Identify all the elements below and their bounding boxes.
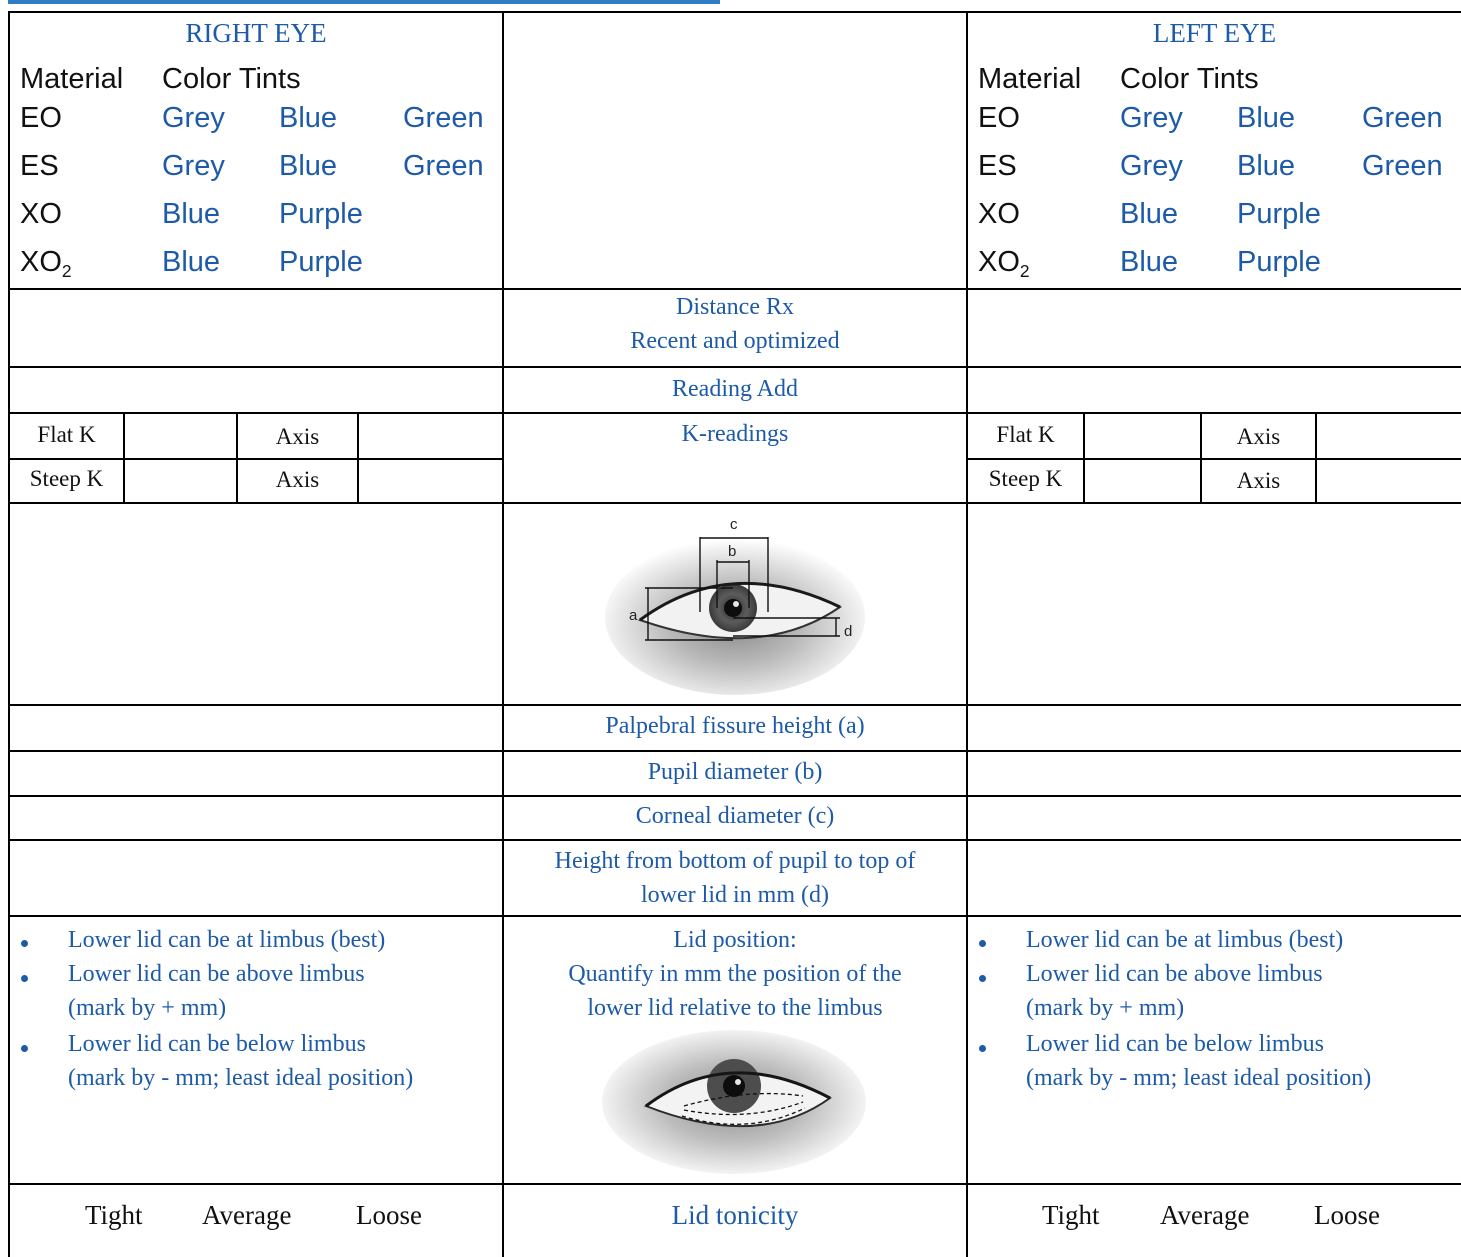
material-es: ES bbox=[20, 150, 59, 182]
material-eo: EO bbox=[978, 102, 1020, 134]
tint-blue-option[interactable]: Blue bbox=[279, 150, 338, 182]
palpebral-label: Palpebral fissure height (a) bbox=[605, 713, 865, 739]
tint-grey-option[interactable]: Grey bbox=[1120, 150, 1183, 182]
material-eo: EO bbox=[20, 102, 62, 134]
material-label: Material bbox=[978, 63, 1082, 95]
tint-blue-option[interactable]: Blue bbox=[162, 198, 221, 230]
lid-option-1: Lower lid can be at limbus (best) bbox=[1026, 927, 1344, 953]
tonicity-tight-option[interactable]: Tight bbox=[85, 1200, 143, 1230]
tonicity-loose-option[interactable]: Loose bbox=[356, 1200, 422, 1230]
tonicity-average-option[interactable]: Average bbox=[202, 1200, 292, 1230]
bullet-icon bbox=[979, 975, 986, 982]
color-tints-label: Color Tints bbox=[1120, 63, 1259, 95]
tint-green-option[interactable]: Green bbox=[1362, 102, 1443, 134]
corneal-label: Corneal diameter (c) bbox=[635, 803, 835, 829]
lid-option-3: Lower lid can be below limbus bbox=[68, 1031, 366, 1057]
tonicity-average-option[interactable]: Average bbox=[1160, 1200, 1250, 1230]
lid-option-3-note: (mark by - mm; least ideal position) bbox=[1026, 1065, 1372, 1091]
distance-rx-label: Distance Rx bbox=[676, 294, 794, 320]
reading-add-label: Reading Add bbox=[672, 376, 798, 402]
tonicity-tight-option[interactable]: Tight bbox=[1042, 1200, 1100, 1230]
tint-purple-option[interactable]: Purple bbox=[279, 198, 363, 230]
tint-grey-option[interactable]: Grey bbox=[162, 150, 225, 182]
lid-tonicity-label: Lid tonicity bbox=[671, 1200, 799, 1230]
bullet-icon bbox=[21, 1045, 28, 1052]
axis-label: Axis bbox=[275, 424, 320, 449]
tint-purple-option[interactable]: Purple bbox=[1237, 198, 1321, 230]
eye-measurement-diagram bbox=[600, 512, 870, 697]
diagram-label-b: b bbox=[728, 543, 737, 560]
lid-option-2: Lower lid can be above limbus bbox=[68, 961, 365, 987]
material-xo: XO bbox=[978, 198, 1020, 230]
lid-position-line2: lower lid relative to the limbus bbox=[587, 995, 883, 1021]
lid-option-2-note: (mark by + mm) bbox=[68, 995, 227, 1021]
material-xo2: $XO_2$ bbox=[20, 246, 72, 282]
tint-blue-option[interactable]: Blue bbox=[162, 246, 221, 278]
color-tints-label: Color Tints bbox=[162, 63, 301, 95]
material-es: ES bbox=[978, 150, 1017, 182]
tint-purple-option[interactable]: Purple bbox=[1237, 246, 1321, 278]
tint-blue-option[interactable]: Blue bbox=[279, 102, 338, 134]
height-label-line2: lower lid in mm (d) bbox=[641, 882, 829, 908]
height-label-line1: Height from bottom of pupil to top of bbox=[554, 848, 916, 874]
axis-label: Axis bbox=[1236, 424, 1281, 449]
steep-k-label: Steep K bbox=[988, 466, 1063, 491]
diagram-label-d: d bbox=[844, 623, 853, 640]
recent-optimized-label: Recent and optimized bbox=[630, 328, 840, 354]
tint-green-option[interactable]: Green bbox=[403, 102, 484, 134]
tint-purple-option[interactable]: Purple bbox=[279, 246, 363, 278]
tint-green-option[interactable]: Green bbox=[403, 150, 484, 182]
flat-k-label: Flat K bbox=[996, 422, 1055, 447]
steep-k-label: Steep K bbox=[29, 466, 104, 491]
k-readings-label: K-readings bbox=[681, 421, 789, 447]
axis-label: Axis bbox=[1236, 468, 1281, 493]
flat-k-label: Flat K bbox=[37, 422, 96, 447]
lid-position-diagram bbox=[598, 1030, 870, 1180]
diagram-label-a: a bbox=[629, 607, 638, 624]
material-xo: XO bbox=[20, 198, 62, 230]
tint-green-option[interactable]: Green bbox=[1362, 150, 1443, 182]
tint-grey-option[interactable]: Grey bbox=[162, 102, 225, 134]
lid-option-2-note: (mark by + mm) bbox=[1026, 995, 1185, 1021]
axis-label: Axis bbox=[275, 467, 320, 492]
lid-position-label: Lid position: bbox=[673, 927, 797, 953]
lid-position-line1: Quantify in mm the position of the bbox=[568, 961, 902, 987]
lid-option-3-note: (mark by - mm; least ideal position) bbox=[68, 1065, 414, 1091]
tint-blue-option[interactable]: Blue bbox=[1120, 198, 1179, 230]
bullet-icon bbox=[979, 1045, 986, 1052]
tint-blue-option[interactable]: Blue bbox=[1120, 246, 1179, 278]
material-xo2: $XO_2$ bbox=[978, 246, 1030, 282]
lid-option-3: Lower lid can be below limbus bbox=[1026, 1031, 1324, 1057]
tint-blue-option[interactable]: Blue bbox=[1237, 150, 1296, 182]
diagram-label-c: c bbox=[730, 516, 738, 533]
pupil-label: Pupil diameter (b) bbox=[647, 759, 823, 785]
bullet-icon bbox=[21, 975, 28, 982]
material-label: Material bbox=[20, 63, 124, 95]
right-eye-header: RIGHT EYE bbox=[185, 18, 327, 48]
lid-option-1: Lower lid can be at limbus (best) bbox=[68, 927, 386, 953]
tonicity-loose-option[interactable]: Loose bbox=[1314, 1200, 1380, 1230]
tint-grey-option[interactable]: Grey bbox=[1120, 102, 1183, 134]
left-eye-header: LEFT EYE bbox=[1152, 18, 1277, 48]
bullet-icon bbox=[979, 940, 986, 947]
bullet-icon bbox=[21, 940, 28, 947]
lid-option-2: Lower lid can be above limbus bbox=[1026, 961, 1323, 987]
tint-blue-option[interactable]: Blue bbox=[1237, 102, 1296, 134]
